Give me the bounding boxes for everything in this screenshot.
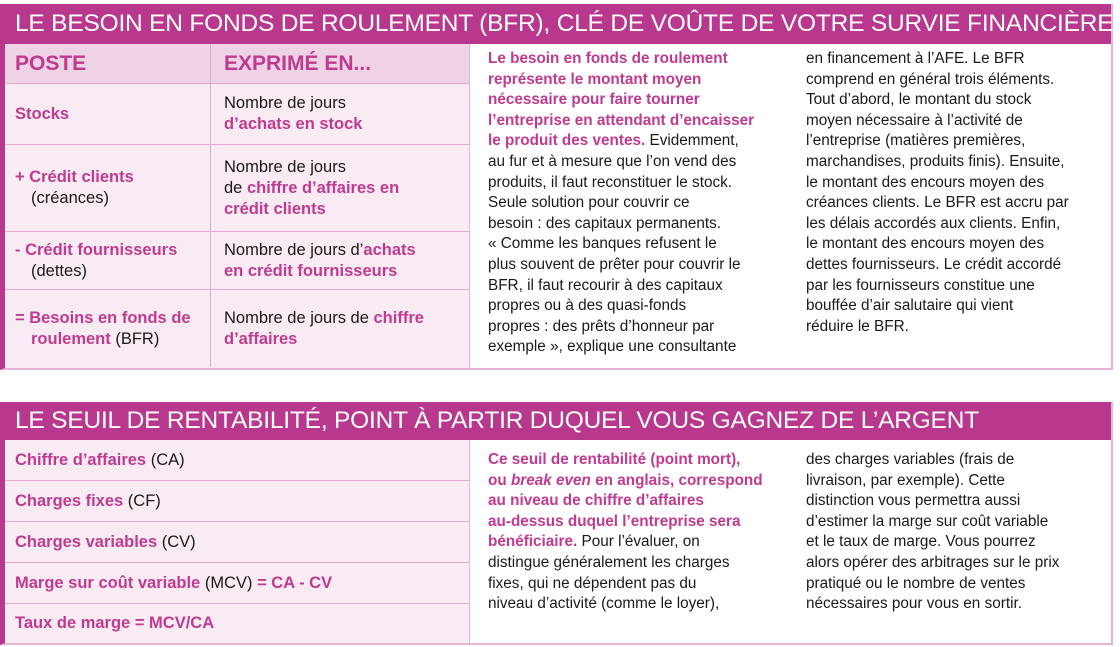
text: nécessaires pour vous en sortir. xyxy=(806,595,1022,613)
text-line xyxy=(224,114,456,135)
text: (CF) xyxy=(123,491,161,510)
text: au fur et à mesure que l’on vend des xyxy=(488,152,737,170)
text-line xyxy=(806,471,1059,492)
text: par les fournisseurs constitue une xyxy=(806,276,1035,294)
text-line xyxy=(488,173,754,194)
table-header-row xyxy=(5,44,469,84)
text: dettes fournisseurs. Le crédit accordé xyxy=(806,255,1062,273)
text-line xyxy=(806,214,1069,235)
highlight-text: Charges fixes xyxy=(15,491,124,510)
text-line xyxy=(806,255,1069,276)
text: distingue généralement les charges xyxy=(488,553,730,571)
text: propres : des prêts d’honneur par xyxy=(488,317,715,335)
highlight-text: Chiffre d’affaires xyxy=(15,450,147,469)
seuil-text-col-1 xyxy=(488,450,763,615)
exprime-cell xyxy=(211,84,469,144)
text: moyen nécessaire à l’activité de xyxy=(806,111,1023,129)
text: (CA) xyxy=(146,450,185,469)
text-line xyxy=(806,173,1069,194)
text-line xyxy=(806,111,1069,132)
text: BFR, il faut recourir à des capitaux xyxy=(488,276,723,294)
table-row xyxy=(5,481,469,522)
text-line xyxy=(806,193,1069,214)
highlight-text: Ce seuil de rentabilité (point mort), xyxy=(488,451,741,468)
poste-sublabel xyxy=(15,188,200,209)
text: marchandises, produits finis). Ensuite, xyxy=(806,152,1065,170)
text: comprend en général trois éléments. xyxy=(806,70,1055,88)
text-line xyxy=(806,532,1059,553)
text-line xyxy=(488,471,763,492)
text-line xyxy=(806,234,1069,255)
highlight-text: Taux de marge = MCV/CA xyxy=(15,614,215,632)
highlight-text: chiffre d’affaires en xyxy=(246,178,400,197)
bfr-text-col-1 xyxy=(488,49,754,358)
seuil-label xyxy=(15,573,459,594)
highlight-text: crédit clients xyxy=(224,199,326,218)
text: Evidemment, xyxy=(645,132,739,150)
text: (créances) xyxy=(31,189,109,207)
text-line xyxy=(806,276,1069,297)
text-line xyxy=(224,178,456,199)
poste-cell xyxy=(5,290,211,367)
highlight-text: d’achats en stock xyxy=(224,115,363,133)
highlight-text: ou xyxy=(488,471,511,489)
text-line xyxy=(224,308,456,329)
text-line xyxy=(806,317,1069,338)
text-line xyxy=(488,255,754,276)
text: Tout d’abord, le montant du stock xyxy=(806,91,1032,109)
text: des charges variables (frais de xyxy=(806,451,1015,468)
text-line xyxy=(488,49,754,70)
highlight-text: Marge sur coût variable xyxy=(15,573,201,592)
table-row xyxy=(5,232,469,290)
text: pratiqué ou le nombre de ventes xyxy=(806,574,1026,592)
text: (BFR) xyxy=(110,329,160,348)
table-row xyxy=(5,145,469,232)
bfr-text-col-2 xyxy=(806,49,1069,337)
text-line xyxy=(806,70,1069,91)
text: Seule solution pour couvrir ce xyxy=(488,194,690,212)
text: Pour l’évaluer, on xyxy=(577,533,700,551)
seuil-title: LE SEUIL DE RENTABILITÉ, POINT À PARTIR DUQUEL VOUS GAGNEZ DE L’ARGENT xyxy=(5,402,1111,440)
exprime-cell xyxy=(211,232,469,289)
text: (CV) xyxy=(157,532,196,551)
seuil-label xyxy=(15,450,459,471)
text-line xyxy=(224,157,456,178)
highlight-text: achats xyxy=(363,240,416,259)
text-line xyxy=(488,491,763,512)
highlight-text: = CA - CV xyxy=(257,573,333,592)
text-line xyxy=(488,70,754,91)
text-line xyxy=(488,214,754,235)
text-line xyxy=(806,450,1059,471)
text-line xyxy=(488,553,763,574)
table-row xyxy=(5,440,469,481)
poste-sublabel xyxy=(15,329,200,350)
text-line xyxy=(488,574,763,595)
text-line xyxy=(224,199,456,220)
highlight-text: en anglais, correspond xyxy=(590,471,763,489)
text: bouffée d’air salutaire qui vient xyxy=(806,297,1014,315)
text: Nombre de jours xyxy=(224,94,346,112)
seuil-cell xyxy=(5,522,469,562)
seuil-label xyxy=(15,532,459,553)
highlight-text: + Crédit clients xyxy=(15,168,134,186)
poste-cell xyxy=(5,232,211,289)
bfr-title: LE BESOIN EN FONDS DE ROULEMENT (BFR), CLÉ DE VOÛTE DE VOTRE SURVIE FINANCIÈRE xyxy=(5,4,1111,44)
text: le montant des encours moyen des xyxy=(806,173,1045,191)
bfr-section xyxy=(0,4,1113,370)
text-line xyxy=(488,337,754,358)
text: besoin : des capitaux permanents. xyxy=(488,214,721,232)
poste-label xyxy=(15,167,200,188)
poste-sublabel xyxy=(15,261,200,282)
exprime-cell xyxy=(211,290,469,367)
text: fixes, qui ne dépendent pas du xyxy=(488,574,697,592)
highlight-text: le produit des ventes. xyxy=(488,132,646,150)
text-line xyxy=(806,594,1059,615)
text-line xyxy=(806,574,1059,595)
poste-cell xyxy=(5,145,211,231)
table-row xyxy=(5,84,469,145)
highlight-text: break even xyxy=(510,471,591,489)
text: de xyxy=(224,178,247,197)
poste-label xyxy=(15,104,200,125)
seuil-section xyxy=(0,402,1113,645)
text: l’entreprise (matières premières, xyxy=(806,132,1026,150)
text-line xyxy=(488,594,763,615)
highlight-text: Le besoin en fonds de roulement xyxy=(488,50,728,67)
highlight-text: roulement xyxy=(31,329,111,348)
seuil-text-col-2 xyxy=(806,450,1059,615)
text: d’estimer la marge sur coût variable xyxy=(806,512,1049,530)
poste-label xyxy=(15,240,200,261)
bfr-table xyxy=(5,44,470,368)
text-line xyxy=(224,261,456,282)
highlight-text: représente le montant moyen xyxy=(488,70,702,88)
highlight-text: d’affaires xyxy=(224,329,298,348)
exprime-cell xyxy=(211,145,469,231)
header-poste: POSTE xyxy=(5,44,211,83)
text-line xyxy=(806,90,1069,111)
text: le montant des encours moyen des xyxy=(806,235,1045,253)
text: plus souvent de prêter pour couvrir le xyxy=(488,255,741,273)
text-line xyxy=(488,296,754,317)
highlight-text: Charges variables xyxy=(15,532,158,551)
highlight-text: = Besoins en fonds de xyxy=(15,308,191,327)
text-line xyxy=(806,512,1059,533)
text-line xyxy=(806,296,1069,317)
text: livraison, par exemple). Cette xyxy=(806,471,1005,489)
text-line xyxy=(806,553,1059,574)
text: réduire le BFR. xyxy=(806,317,909,335)
text: en financement à l’AFE. Le BFR xyxy=(806,50,1025,67)
seuil-cell xyxy=(5,563,469,603)
text-line xyxy=(488,111,754,132)
text: créances clients. Le BFR est accru par xyxy=(806,194,1069,212)
text-line xyxy=(488,512,763,533)
highlight-text: l’entreprise en attendant d’encaisser xyxy=(488,111,755,129)
table-row xyxy=(5,604,469,643)
text: Nombre de jours xyxy=(224,157,346,176)
text-line xyxy=(224,240,456,261)
text: alors opérer des arbitrages sur le prix xyxy=(806,553,1060,571)
seuil-cell xyxy=(5,481,469,521)
text: Nombre de jours d’ xyxy=(224,240,364,259)
text: « Comme les banques refusent le xyxy=(488,235,717,253)
text-line xyxy=(488,193,754,214)
seuil-label xyxy=(15,491,459,512)
highlight-text: nécessaire pour faire tourner xyxy=(488,91,700,109)
highlight-text: Stocks xyxy=(15,104,70,123)
text-line xyxy=(806,152,1069,173)
seuil-cell xyxy=(5,440,469,480)
text-line xyxy=(224,329,456,350)
text: (dettes) xyxy=(31,261,87,280)
text-line xyxy=(488,90,754,111)
text: les délais accordés aux clients. Enfin, xyxy=(806,214,1061,232)
header-exprime: EXPRIMÉ EN... xyxy=(224,52,372,75)
poste-cell xyxy=(5,84,211,144)
text-line xyxy=(488,532,763,553)
highlight-text: - Crédit fournisseurs xyxy=(15,240,178,259)
text-line xyxy=(488,152,754,173)
seuil-table xyxy=(5,440,470,643)
text-line xyxy=(806,491,1059,512)
table-row xyxy=(5,522,469,563)
table-row xyxy=(5,563,469,604)
text-line xyxy=(488,131,754,152)
text-line xyxy=(488,317,754,338)
highlight-text: bénéficiaire. xyxy=(488,533,578,551)
text-line xyxy=(224,93,456,114)
seuil-label xyxy=(15,613,459,634)
text: niveau d’activité (comme le loyer), xyxy=(488,595,720,613)
table-row xyxy=(5,290,469,367)
text: exemple », explique une consultante xyxy=(488,338,737,356)
text-line xyxy=(806,49,1069,70)
text: et le taux de marge. Vous pourrez xyxy=(806,533,1036,551)
text: produits, il faut reconstituer le stock. xyxy=(488,173,733,191)
text-line xyxy=(488,450,763,471)
text: propres ou à des quasi-fonds xyxy=(488,297,687,315)
text: Nombre de jours de xyxy=(224,308,374,327)
text-line xyxy=(806,131,1069,152)
text: (MCV) xyxy=(200,573,258,592)
highlight-text: en crédit fournisseurs xyxy=(224,261,398,280)
seuil-cell xyxy=(5,604,469,643)
poste-label xyxy=(15,308,200,329)
highlight-text: au-dessus duquel l’entreprise sera xyxy=(488,512,741,530)
text-line xyxy=(488,276,754,297)
highlight-text: au niveau de chiffre d’affaires xyxy=(488,492,704,510)
highlight-text: chiffre xyxy=(373,308,424,327)
text: distinction vous permettra aussi xyxy=(806,492,1021,510)
text-line xyxy=(488,234,754,255)
